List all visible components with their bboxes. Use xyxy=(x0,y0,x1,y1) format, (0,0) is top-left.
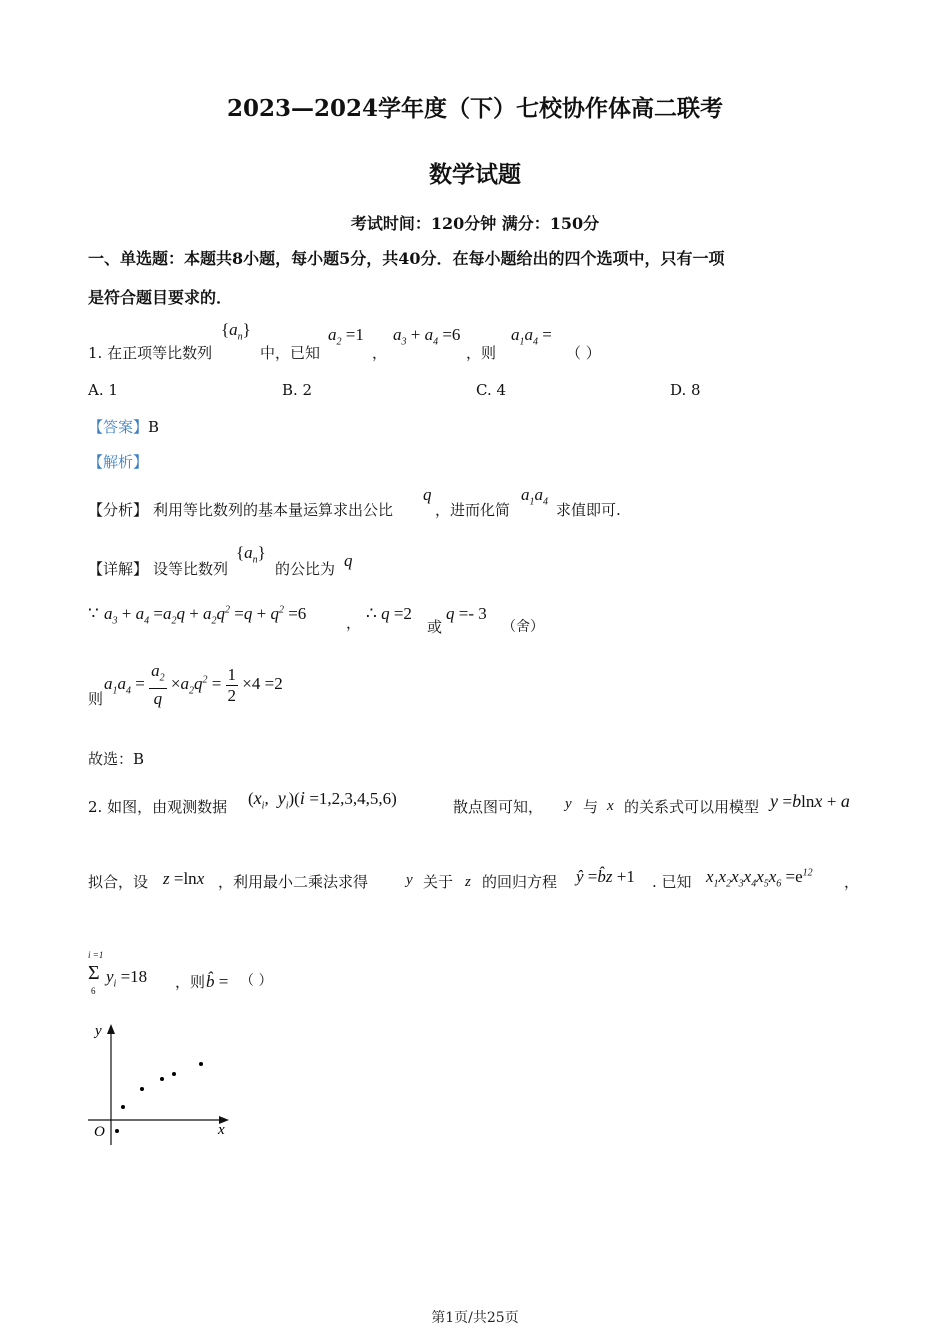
section-heading-line2: 是符合题目要求的． xyxy=(88,288,233,307)
q2-y-2: y xyxy=(406,872,413,888)
ze-text: 则 xyxy=(88,690,104,708)
fenxi-text-3: 求值即可. xyxy=(556,501,621,519)
q1-option-a: A. 1 xyxy=(88,381,118,399)
q1-option-c: C. 4 xyxy=(476,381,507,399)
therefore-formula: ∴ q =2 xyxy=(366,604,412,623)
q2-paren: （ ） xyxy=(240,973,273,989)
scatter-point xyxy=(121,1105,125,1109)
q1-prefix: 1. 在正项等比数列 xyxy=(88,344,213,362)
x-axis-label: x xyxy=(218,1122,225,1138)
subject-title: 数学试题 xyxy=(429,161,521,188)
detail-tag: 【详解】 xyxy=(88,560,149,578)
y-axis-label: y xyxy=(95,1023,102,1039)
q2-line2-d: 的回归方程 xyxy=(482,873,558,891)
origin-label: O xyxy=(94,1124,105,1140)
q2-x: x xyxy=(607,798,614,814)
q2-line2-b: ，利用最小二乘法求得 xyxy=(218,873,369,891)
q1-target: $a_1a_4$ = xyxy=(511,325,552,348)
q2-z-def: z =lnx xyxy=(163,869,205,888)
exam-info: 考试时间：120分钟 满分：150分 xyxy=(350,214,600,233)
ze-formula: $a_1a_4$ = $\frac{a_2}{q}$ $\times a_2q^2$ = $\frac{1}{2}$ ×4 =2 xyxy=(104,661,283,709)
discard-text: （舍） xyxy=(502,619,544,635)
answer-value: B xyxy=(148,418,160,436)
because-formula: $a_3 + a_4 =a_2q + a_2q^2 =q + q^2 =6$ xyxy=(104,604,307,627)
scatter-point xyxy=(160,1077,164,1081)
section-heading: 一、单选题：本题共8小题，每小题5分，共40分．在每小题给出的四个选项中，只有一项 xyxy=(88,249,725,268)
fenxi-text-2: ，进而化简 xyxy=(435,501,511,519)
q2-y: y xyxy=(565,796,572,812)
q2-b-hat: b̂ = xyxy=(206,972,229,991)
analysis-tag: 【解析】 xyxy=(88,453,149,471)
exam-title: 2023—2024学年度（下）七校协作体高二联考 xyxy=(226,95,724,122)
q1-option-b: B. 2 xyxy=(282,381,313,399)
q1-paren: （ ） xyxy=(566,344,601,362)
because-sign: ∵ xyxy=(88,604,99,624)
q2-line2-e: . 已知 xyxy=(652,873,692,891)
fenxi-a1a4: $a_1a_4$ xyxy=(521,485,548,508)
final-choice: 故选：B xyxy=(88,750,145,768)
q2-model: y =blnx + a xyxy=(770,791,850,811)
y-axis-arrow xyxy=(107,1024,115,1034)
page-footer: 第1页/共25页 xyxy=(431,1310,519,1326)
q1-option-d: D. 8 xyxy=(670,381,701,399)
q2-data: ($x_i$, $y_i)(i =1,2,3,4,5,6)$ xyxy=(248,788,397,812)
q2-z: z xyxy=(465,874,471,890)
q2-text-1: 散点图可知， xyxy=(453,798,544,816)
detail-text-2: 的公比为 xyxy=(275,560,336,578)
q1-comma-1: ， xyxy=(372,344,388,362)
q2-product: $x_1x_2x_3x_4x_5x_6 =e^{12}$ xyxy=(706,867,813,890)
q2-line2-c: 关于 xyxy=(423,873,454,891)
scatter-plot xyxy=(86,1020,246,1150)
q2-line2-end: ， xyxy=(844,873,860,891)
fenxi-text-1: 利用等比数列的基本量运算求出公比 xyxy=(153,501,394,519)
answer-line xyxy=(88,416,159,437)
q1-cond-1: $a_2 =1$ xyxy=(328,325,364,348)
detail-seq: $\{a_n\}$ xyxy=(236,543,266,566)
or-text: 或 xyxy=(427,618,443,636)
fenxi-q: q xyxy=(423,485,432,504)
q2-text-3: 的关系式可以用模型 xyxy=(624,798,760,816)
q1-mid: 中，已知 xyxy=(260,344,321,362)
q2-line2-a: 拟合，设 xyxy=(88,873,149,891)
scatter-point xyxy=(199,1062,203,1066)
scatter-point xyxy=(140,1087,144,1091)
scatter-point xyxy=(172,1072,176,1076)
q2-regression: ŷ =b̂z +1 xyxy=(576,867,635,886)
scatter-point xyxy=(115,1129,119,1133)
fenxi-tag: 【分析】 xyxy=(88,501,149,519)
alt-root: q =- 3 xyxy=(446,604,487,623)
detail-text-1: 设等比数列 xyxy=(153,560,229,578)
q1-comma-2: ，则 xyxy=(466,344,497,362)
q2-prefix: 2. 如图，由观测数据 xyxy=(88,798,228,816)
because-sep: ， xyxy=(346,614,362,632)
q2-then: ，则 xyxy=(175,973,206,991)
answer-tag: 【答案】 xyxy=(88,418,149,436)
detail-q: q xyxy=(344,551,353,570)
q1-cond-2: $a_3 + a_4 =6$ xyxy=(393,325,461,348)
q2-text-2: 与 xyxy=(583,798,599,816)
q1-seq-an: $\{a_n\}$ xyxy=(221,320,251,343)
